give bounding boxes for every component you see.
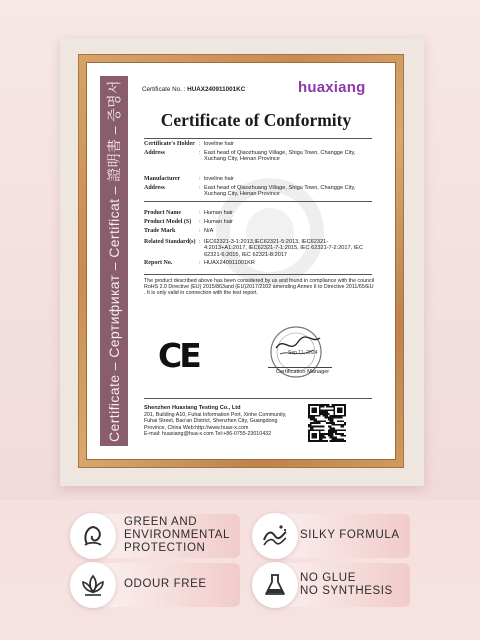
holder-address-row: Address : East head of Qiaozhuang Village, Shigu Town, Changge City, Xuchang City, Henan Province xyxy=(144,150,356,163)
lotus-hair-icon xyxy=(79,522,107,550)
qr-code xyxy=(308,404,346,442)
product-name-row: Product Name : Human hair xyxy=(144,210,233,216)
signature-role: Certification Manager xyxy=(276,369,330,375)
issuer-address: Shenzhen Huaxiang Testing Co., Ltd 201, Building A10, Fuhai Information Port, Xinhe Community, Fuhai Street, Bao'an District, Shenzhen City, Guangdong Province, China Web:http://www.huax-x.com E-mail: huaxiang@hua-x.com Tel:+86-0755-23010432 xyxy=(144,405,287,437)
divider xyxy=(144,138,372,139)
flask-icon xyxy=(261,571,289,599)
signature-date: Sep 11, 2024 xyxy=(288,350,318,356)
ce-mark: CE xyxy=(158,336,199,375)
certificate-paper xyxy=(92,68,390,454)
feature-green-badge xyxy=(70,513,116,559)
holder-row: Certificate's Holder : loveline hair xyxy=(144,141,234,147)
divider xyxy=(144,398,372,399)
silky-wave-icon xyxy=(261,522,289,550)
manufacturer-row: Manufacturer : loveline hair xyxy=(144,176,234,182)
compliance-statement: The product described above has been considered by us and found in compliance with the council RoHS 2.0 Directive (EU) 2015/863and (EU)2017/2102 amending Annex II to Directive 2011/65/EU . It is only valid in connection with the test report. xyxy=(144,278,374,297)
divider xyxy=(144,274,372,275)
band-text: Certificate – Сертификат – Certificat – 證明書 – 증명서 xyxy=(106,80,122,442)
standards-row: Related Standard(s) : IEC62321-3-1:2013,IEC62321-5:2013, IEC62321-4:2013+A1:2017, IEC62321-7-1:2015, IEC 62321-7-2:2017, IEC 62321-6:2015, IEC 62321-8:2017 xyxy=(144,239,364,258)
certificate-number: Certificate No. : HUAX240911001KC xyxy=(142,86,246,93)
lotus-icon xyxy=(79,571,107,599)
feature-odour-label: ODOUR FREE xyxy=(124,578,207,590)
feature-green-label: GREEN AND ENVIRONMENTAL PROTECTION xyxy=(124,516,230,554)
report-number-row: Report No. : HUAX240911001KR xyxy=(144,260,255,266)
manufacturer-address-row: Address : East head of Qiaozhuang Village, Shigu Town, Changge City, Xuchang City, Henan Province xyxy=(144,185,356,198)
feature-noglue-label: NO GLUE NO SYNTHESIS xyxy=(300,572,393,597)
feature-silky-badge xyxy=(252,513,298,559)
brand-logo: huaxiang xyxy=(298,79,366,96)
feature-noglue-badge xyxy=(252,562,298,608)
divider xyxy=(144,201,372,202)
certificate-side-band xyxy=(100,76,128,446)
certificate-title: Certificate of Conformity xyxy=(160,110,352,130)
trade-mark-row: Trade Mark : N/A xyxy=(144,228,214,234)
feature-silky-label: SILKY FORMULA xyxy=(300,529,400,541)
feature-odour-badge xyxy=(70,562,116,608)
product-model-row: Product Model (S) : Human hair xyxy=(144,219,233,225)
signature-line xyxy=(268,367,332,368)
certificate-fields xyxy=(144,141,380,269)
